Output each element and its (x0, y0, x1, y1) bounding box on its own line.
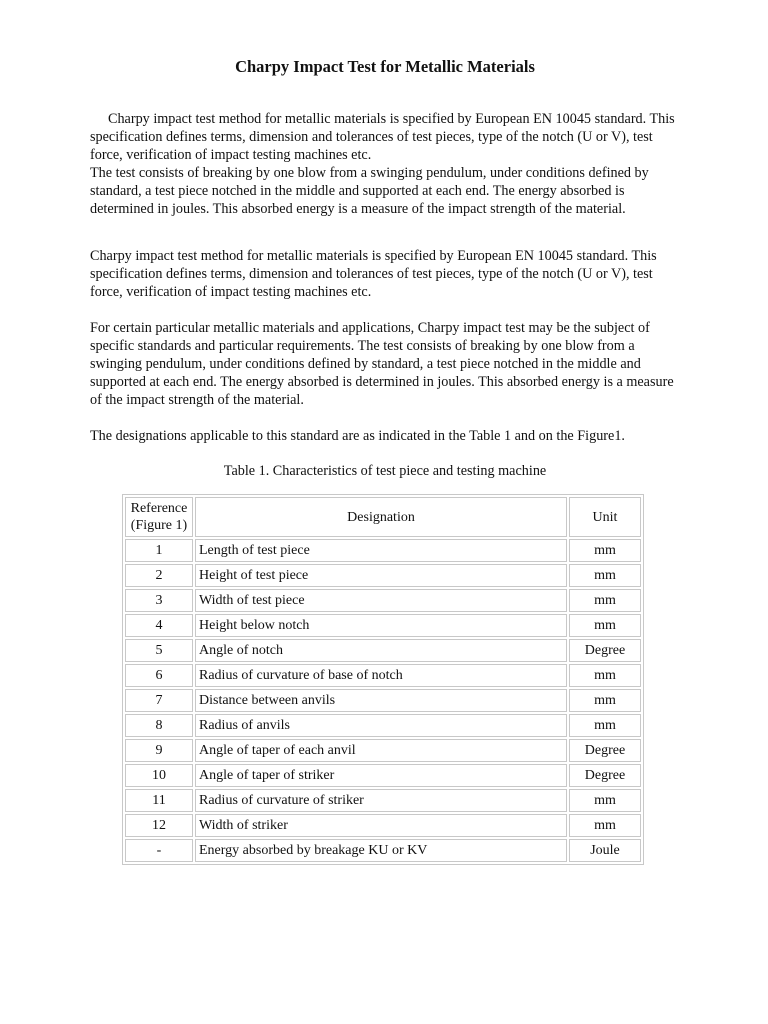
table-row (125, 739, 641, 762)
header-reference: Reference (Figure 1) (125, 497, 193, 537)
table-row (125, 789, 641, 812)
table-row (125, 589, 641, 612)
cell-designation: Angle of taper of each anvil (195, 739, 567, 762)
cell-reference: 9 (125, 739, 193, 762)
cell-reference: 11 (125, 789, 193, 812)
cell-reference: 4 (125, 614, 193, 637)
table-row (125, 814, 641, 837)
table-header-row (125, 497, 641, 537)
body-paragraph: Charpy impact test method for metallic materials is specified by European EN 10045 standard. This specification defines terms, dimension and tolerances of test pieces, type of the notch (U or V), test force, verification of impact testing machines etc. (90, 248, 657, 300)
cell-designation: Distance between anvils (195, 689, 567, 712)
cell-unit: mm (569, 664, 641, 687)
cell-designation: Radius of curvature of striker (195, 789, 567, 812)
table-row (125, 539, 641, 562)
cell-unit: mm (569, 789, 641, 812)
table-caption: Table 1. Characteristics of test piece and testing machine (223, 463, 547, 479)
cell-reference: 1 (125, 539, 193, 562)
cell-designation: Length of test piece (195, 539, 567, 562)
cell-unit: mm (569, 539, 641, 562)
cell-designation: Height of test piece (195, 564, 567, 587)
table-row (125, 664, 641, 687)
cell-designation: Angle of notch (195, 639, 567, 662)
cell-unit: Degree (569, 764, 641, 787)
cell-reference: - (125, 839, 193, 862)
cell-designation: Energy absorbed by breakage KU or KV (195, 839, 567, 862)
cell-designation: Angle of taper of striker (195, 764, 567, 787)
cell-unit: Joule (569, 839, 641, 862)
table-row (125, 689, 641, 712)
cell-reference: 5 (125, 639, 193, 662)
cell-unit: mm (569, 614, 641, 637)
document-page (90, 56, 680, 865)
header-unit: Unit (569, 497, 641, 537)
cell-reference: 8 (125, 714, 193, 737)
cell-unit: mm (569, 689, 641, 712)
cell-designation: Radius of curvature of base of notch (195, 664, 567, 687)
characteristics-table (122, 494, 644, 865)
body-paragraph: For certain particular metallic materials and applications, Charpy impact test may be the subject of specific standards and particular requirements. The test consists of breaking by one blow from a swinging pendulum, under conditions defined by standard, a test piece notched in the middle and supported at each end. The energy absorbed is determined in joules. This absorbed energy is a measure of the impact strength of the material. (90, 320, 674, 408)
table-row (125, 564, 641, 587)
intro-paragraph: Charpy impact test method for metallic materials is specified by European EN 10045 standard. This specification defines terms, dimension and tolerances of test pieces, type of the notch (U or V), test force, verification of impact testing machines etc. (90, 111, 675, 163)
cell-reference: 12 (125, 814, 193, 837)
cell-unit: mm (569, 814, 641, 837)
cell-designation: Width of striker (195, 814, 567, 837)
cell-unit: Degree (569, 739, 641, 762)
body-paragraph: The designations applicable to this standard are as indicated in the Table 1 and on the Figure1. (90, 428, 625, 444)
cell-reference: 6 (125, 664, 193, 687)
cell-reference: 10 (125, 764, 193, 787)
page-title: Charpy Impact Test for Metallic Materials (235, 57, 535, 76)
header-designation: Designation (195, 497, 567, 537)
cell-unit: mm (569, 564, 641, 587)
table-row (125, 714, 641, 737)
intro-paragraph: The test consists of breaking by one blow from a swinging pendulum, under conditions defined by standard, a test piece notched in the middle and supported at each end. The energy absorbed is determined in joules. This absorbed energy is a measure of the impact strength of the material. (90, 165, 649, 217)
cell-unit: mm (569, 714, 641, 737)
cell-reference: 7 (125, 689, 193, 712)
table-body (125, 539, 641, 862)
cell-designation: Height below notch (195, 614, 567, 637)
table-row (125, 839, 641, 862)
cell-unit: mm (569, 589, 641, 612)
cell-reference: 3 (125, 589, 193, 612)
cell-unit: Degree (569, 639, 641, 662)
cell-reference: 2 (125, 564, 193, 587)
table-row (125, 639, 641, 662)
table-row (125, 614, 641, 637)
cell-designation: Radius of anvils (195, 714, 567, 737)
table-row (125, 764, 641, 787)
cell-designation: Width of test piece (195, 589, 567, 612)
intro-section (90, 110, 680, 218)
